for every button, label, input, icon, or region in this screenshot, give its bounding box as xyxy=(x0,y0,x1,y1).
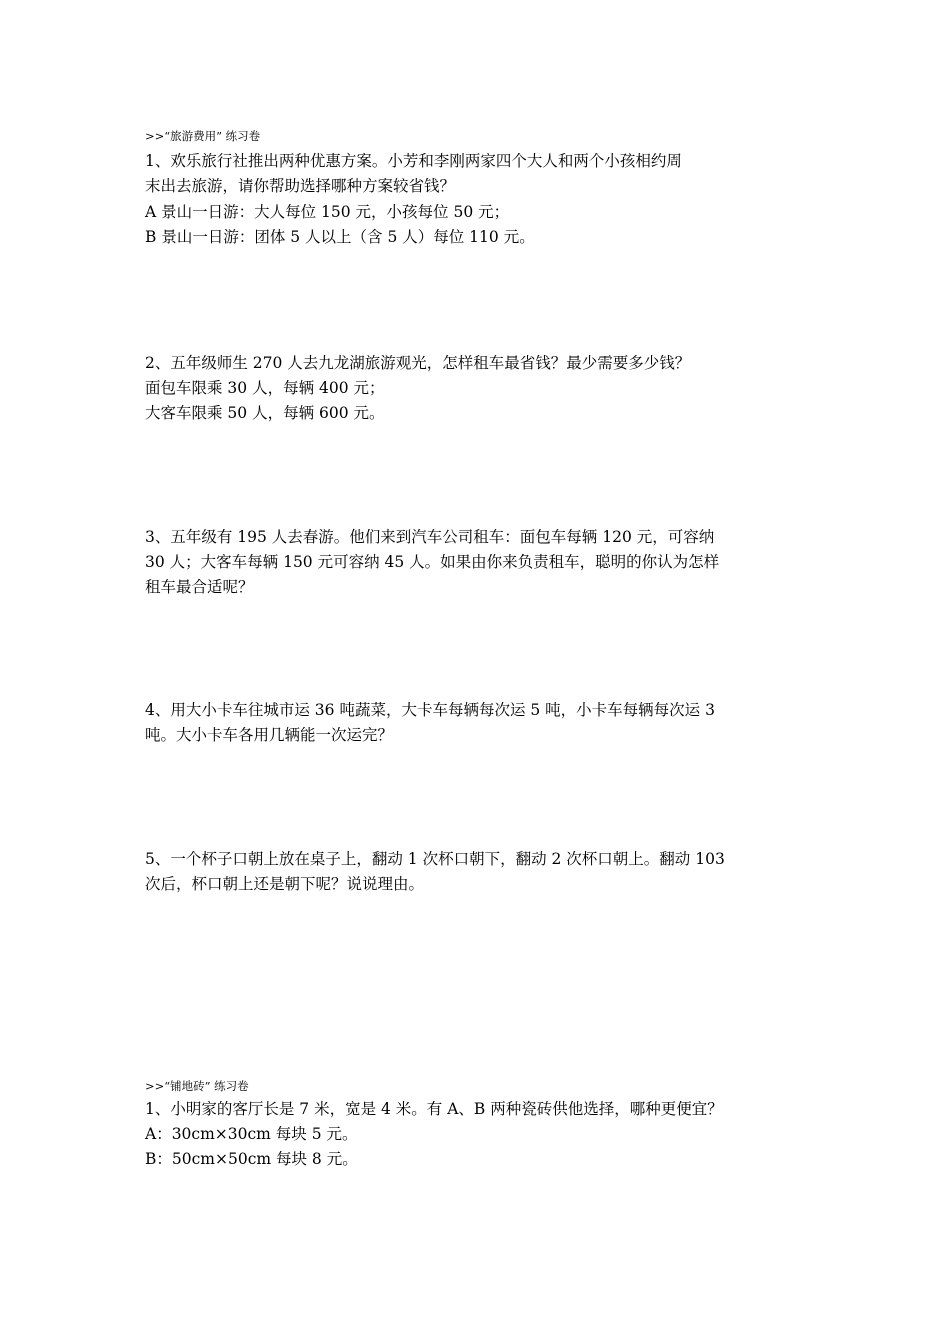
option-a: A 景山一日游：大人每位 150 元，小孩每位 50 元； xyxy=(145,203,510,221)
option-b: B 景山一日游：团体 5 人以上（含 5 人）每位 110 元。 xyxy=(145,228,535,246)
section-heading-floor-tiles: >>“铺地砖” 练习卷 xyxy=(145,1079,249,1093)
question-text: 3、五年级有 195 人去春游。他们来到汽车公司租车：面包车每辆 120 元，可容纳 xyxy=(145,528,715,546)
option-b: B：50cm×50cm 每块 8 元。 xyxy=(145,1150,358,1168)
question-text: 4、用大小卡车往城市运 36 吨蔬菜，大卡车每辆每次运 5 吨，小卡车每辆每次运 3 xyxy=(145,701,715,719)
option-a: A：30cm×30cm 每块 5 元。 xyxy=(145,1125,358,1143)
question-text: 次后，杯口朝上还是朝下呢？说说理由。 xyxy=(145,875,425,893)
question-text: 5、一个杯子口朝上放在桌子上，翻动 1 次杯口朝下，翻动 2 次杯口朝上。翻动 103 xyxy=(145,850,725,868)
section-heading-travel-cost: >>“旅游费用” 练习卷 xyxy=(145,129,261,143)
question-text: 面包车限乘 30 人，每辆 400 元； xyxy=(145,379,385,397)
question-text: 30 人；大客车每辆 150 元可容纳 45 人。如果由你来负责租车，聪明的你认为怎样 xyxy=(145,553,720,571)
question-text: 1、欢乐旅行社推出两种优惠方案。小芳和李刚两家四个大人和两个小孩相约周 xyxy=(145,152,682,170)
question-text: 1、小明家的客厅长是 7 米，宽是 4 米。有 A、B 两种瓷砖供他选择，哪种更便宜？ xyxy=(145,1100,723,1118)
question-text: 大客车限乘 50 人，每辆 600 元。 xyxy=(145,404,385,422)
question-text: 2、五年级师生 270 人去九龙湖旅游观光，怎样租车最省钱？最少需要多少钱？ xyxy=(145,354,691,372)
question-text: 吨。大小卡车各用几辆能一次运完？ xyxy=(145,726,394,744)
question-text: 租车最合适呢？ xyxy=(145,578,254,596)
question-text: 末出去旅游，请你帮助选择哪种方案较省钱？ xyxy=(145,177,456,195)
